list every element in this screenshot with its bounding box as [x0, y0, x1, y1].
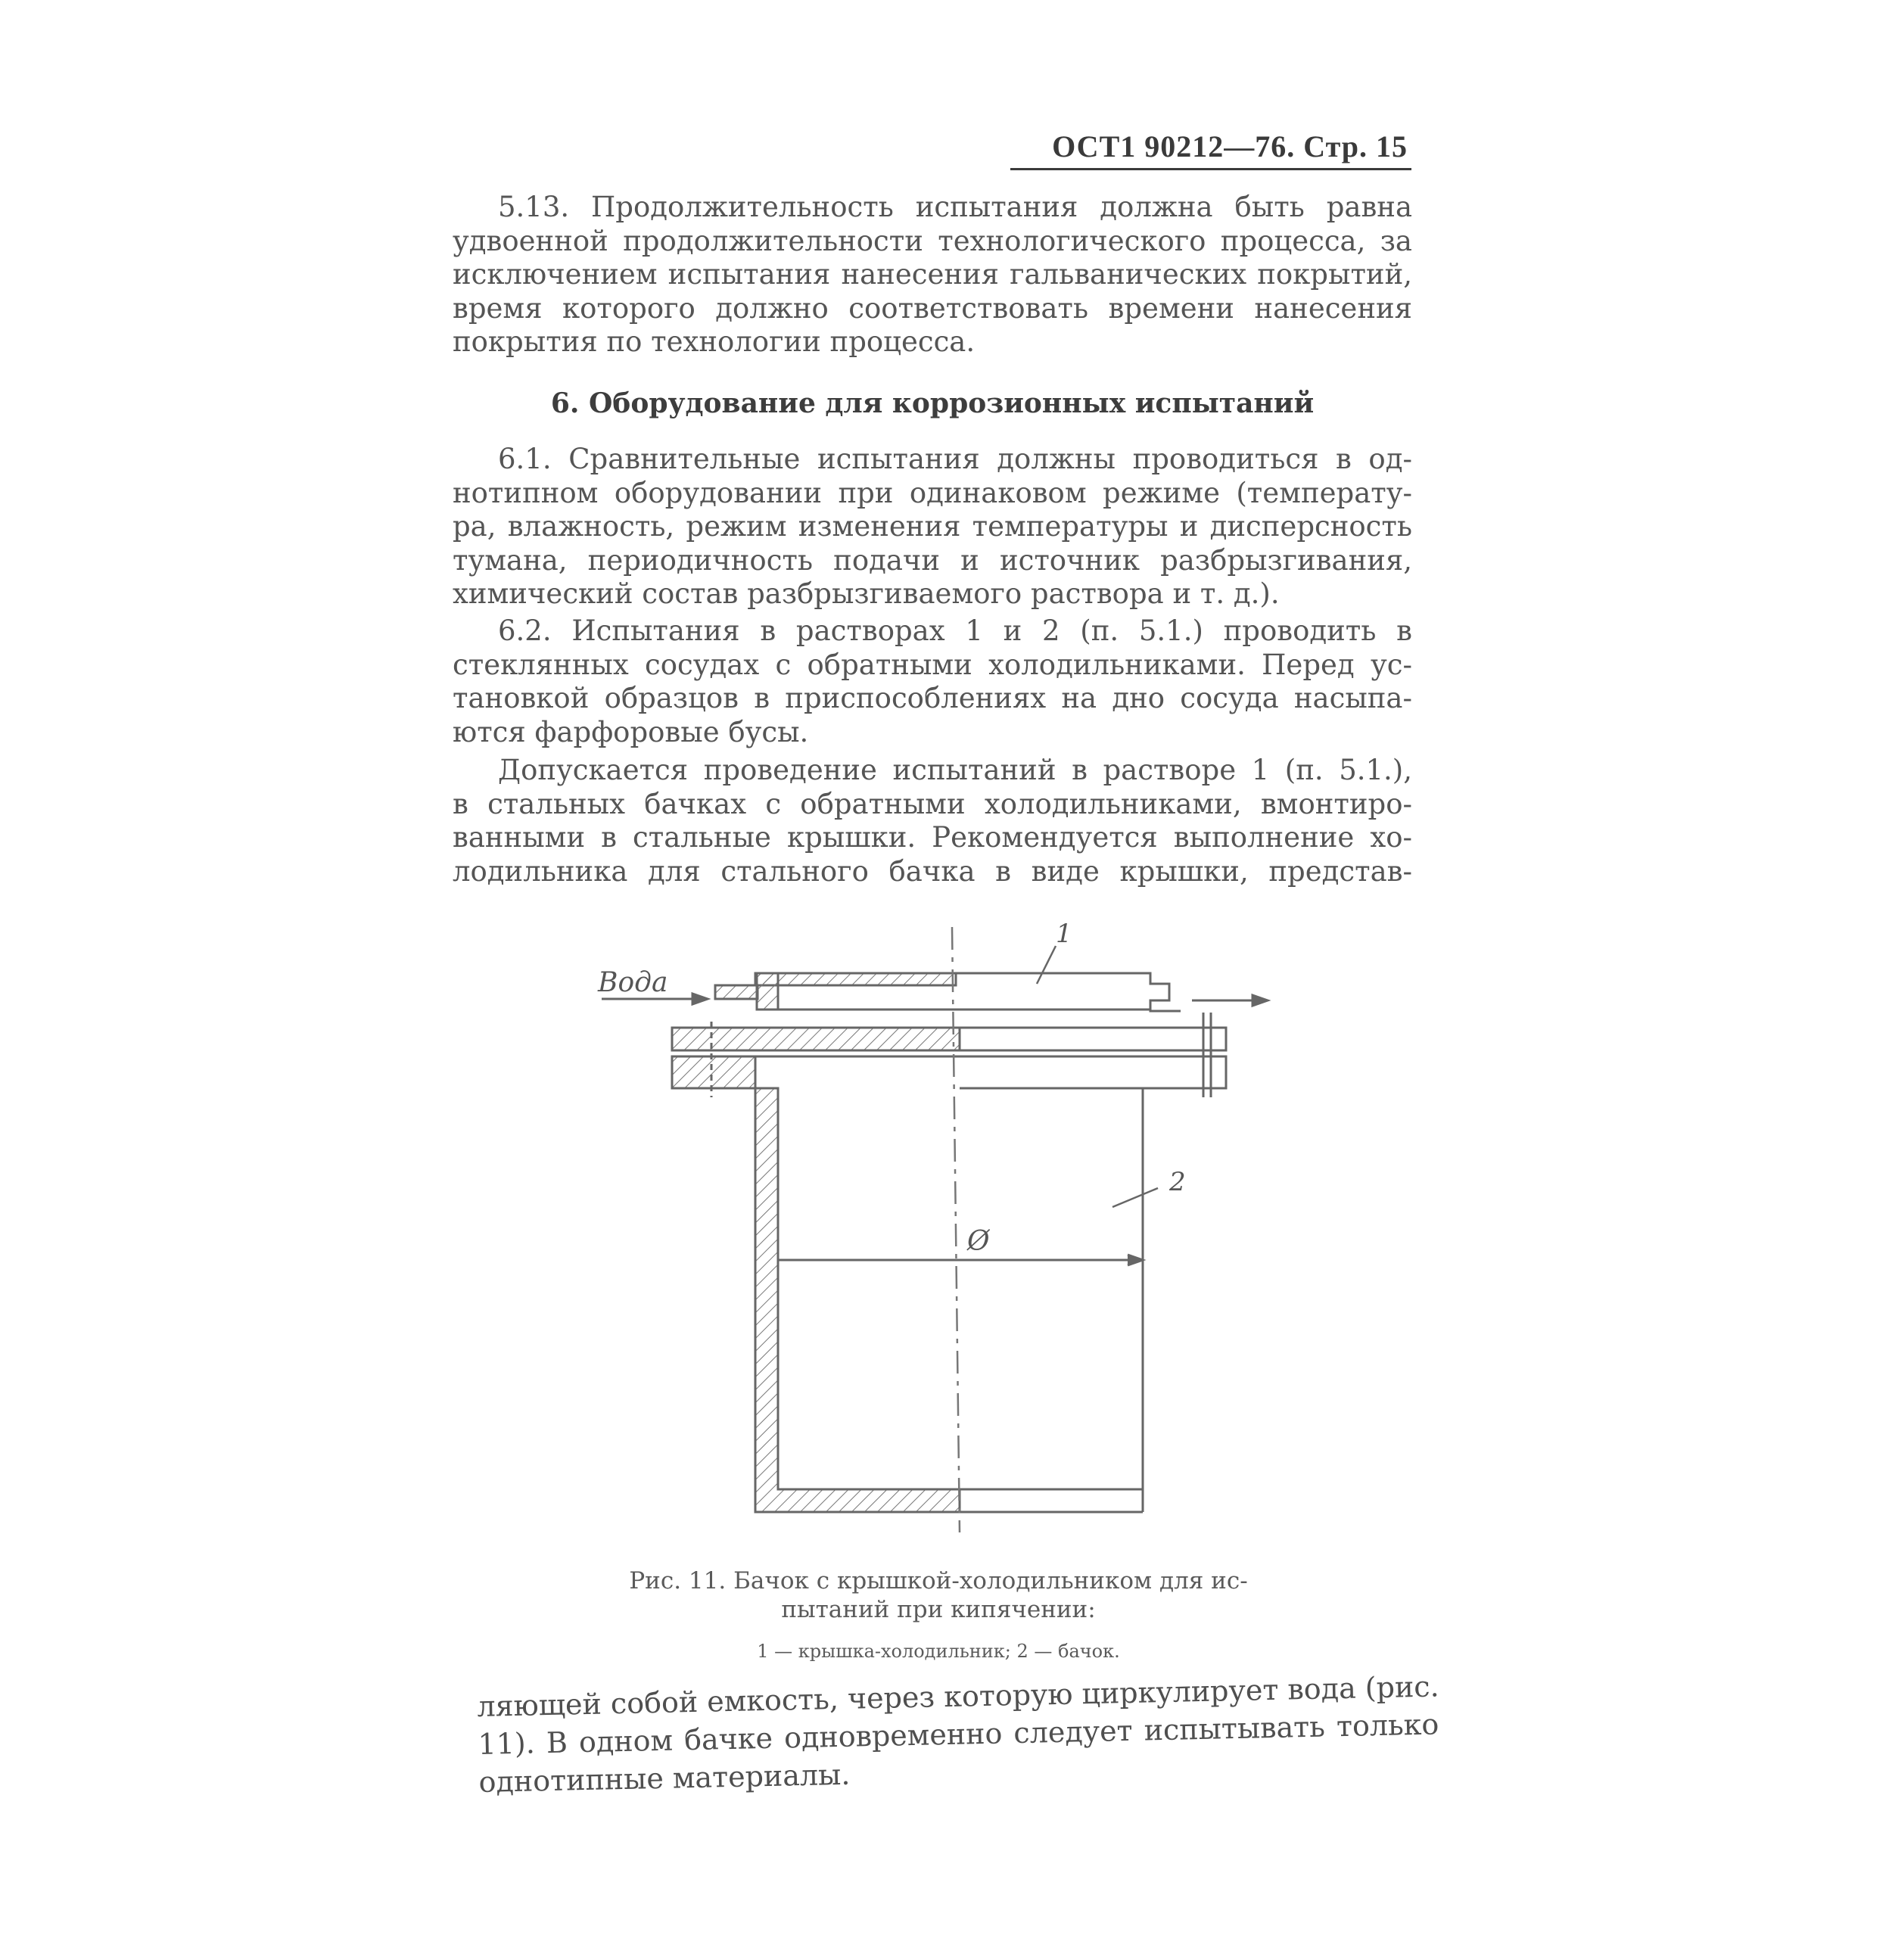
text-line: исключением испытания нанесения гальванических покрытий,: [453, 258, 1412, 291]
tank-body: [755, 1088, 1143, 1512]
text-line: нотипном оборудовании при одинаковом режиме (температу-: [453, 476, 1412, 509]
page-header: ОСТ1 90212—76. Стр. 15: [1052, 129, 1408, 163]
tank-lid-cooler: [672, 973, 1226, 1097]
text-line: ра, влажность, режим изменения температуры и дисперсность: [453, 510, 1412, 543]
text-line: удвоенной продолжительности технологического процесса, за: [453, 224, 1412, 257]
figure-caption: [583, 1566, 1294, 1624]
text-line: тановкой образцов в приспособлениях на дно сосуда насыпа-: [453, 682, 1412, 714]
caption-line: пытаний при кипячении:: [781, 1596, 1096, 1623]
figure-11-tank-drawing: [575, 908, 1317, 1559]
text-line: 11). В одном бачке одновременно следует испытывать только: [478, 1707, 1439, 1761]
text-line: однотипные материалы.: [478, 1757, 851, 1799]
text-line: Допускается проведение испытаний в растворе 1 (п. 5.1.),: [498, 754, 1412, 786]
text-line: 5.13. Продолжительность испытания должна быть равна: [498, 191, 1412, 223]
paragraph-5-13: [453, 191, 1412, 359]
text-line: в стальных бачках с обратными холодильниками, вмонтиро-: [453, 787, 1412, 820]
text-line: тумана, периодичность подачи и источник разбрызгивания,: [453, 543, 1412, 577]
text-line: 6.1. Сравнительные испытания должны проводиться в од-: [498, 443, 1412, 475]
paragraph-6-2: [453, 614, 1412, 749]
text-line: ляющей собой емкость, через которую циркулирует вода (рис.: [477, 1669, 1440, 1723]
center-axis-line: [952, 927, 960, 1532]
figure-legend: 1 — крышка-холодильник; 2 — бачок.: [757, 1641, 1120, 1662]
leader-lines: [1037, 946, 1158, 1207]
text-line: покрытия по технологии процесса.: [453, 325, 976, 358]
text-line: стеклянных сосудах с обратными холодильниками. Перед ус-: [453, 648, 1412, 681]
part-1-label: 1: [1056, 919, 1072, 949]
diameter-label: Ø: [967, 1226, 990, 1257]
text-line: ванными в стальные крышки. Рекомендуется выполнение хо-: [453, 821, 1412, 854]
caption-line: Рис. 11. Бачок с крышкой-холодильником для ис-: [629, 1567, 1248, 1594]
paragraph-6-1: [453, 443, 1412, 611]
text-line: время которого должно соответствовать времени нанесения: [453, 291, 1412, 325]
text-line: химический состав разбрызгиваемого раствора и т. д.).: [453, 577, 1280, 610]
paragraph-allowance: [453, 754, 1412, 888]
text-line: ются фарфоровые бусы.: [453, 715, 809, 748]
text-line: лодильника для стального бачка в виде крышки, представ-: [453, 854, 1412, 888]
section-6-heading: 6. Оборудование для коррозионных испытаний: [550, 387, 1315, 419]
paragraph-continuation: [477, 1667, 1440, 1801]
text-line: 6.2. Испытания в растворах 1 и 2 (п. 5.1.) проводить в: [498, 614, 1412, 647]
water-inlet-label: Вода: [598, 967, 668, 998]
header-underline: [1010, 168, 1411, 170]
part-2-label: 2: [1169, 1167, 1186, 1197]
